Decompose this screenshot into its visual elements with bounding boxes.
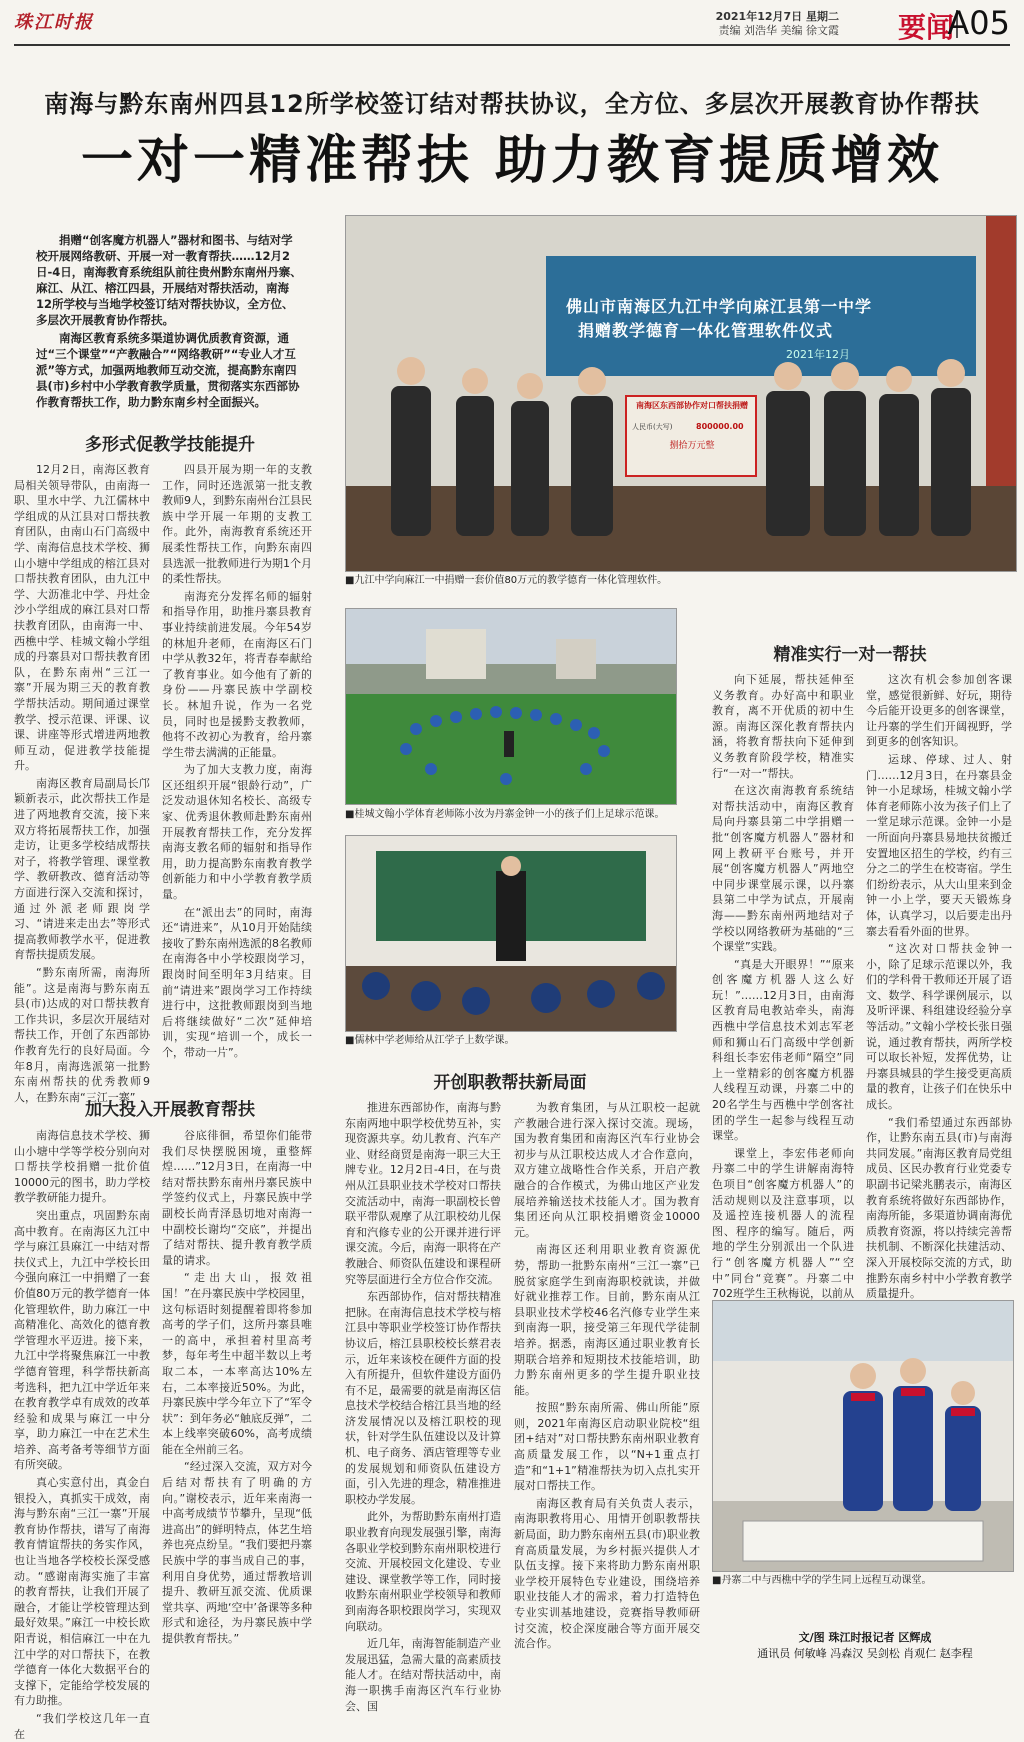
lead-p1: 捐赠“创客魔方机器人”器材和图书、与结对学校开展网络教研、开展一对一教育帮扶……12月2日-4日，南海教育系统组队前往贵州黔东南州丹寨、麻江、从江、榕江四县，开展结对帮扶活动，南海12所学校与当地学校签订结对帮扶协议，全方位、多层次开展教育协作帮扶。 <box>36 233 302 327</box>
paragraph: 谷底徘徊，希望你们能带我们尽快摆脱困境，重整辉煌……”12月3日，在南海一中结对帮扶黔东南州丹寨民族中学签约仪式上，丹寨民族中学副校长尚青泽恳切地对南海一中副校长谢均“交底”，并提出了结对帮扶、提升教育教学质量的请求。 <box>162 1129 312 1267</box>
ceremony-photo <box>345 215 1017 572</box>
paragraph: 12月2日，南海区教育局相关领导带队，由南海一职、里水中学、九江儒林中学组成的从江县对口帮扶教育团队，由南山石门高级中学、南海信息技术学校、狮山小塘中学组成的榕江县对口帮扶教育团队，由九江中学、大沥准北中学、丹灶金沙小学组成的麻江县对口帮扶教育团队，由南海一中、西樵中学、桂城文翰小学组成的丹寨县对口帮扶教育团队，在黔东南州“三江一寨”开展为期三天的教育教学帮扶活动。期间通过课堂教学、授示范课、评课、议课、讲座等形式增进两地教师互动，促进教学技能提升。 <box>14 463 150 773</box>
paragraph: 按照“黔东南所需、佛山所能”原则，2021年南海区启动职业院校“组团+结对”对口帮扶黔东南州职业教育高质量发展工作，以“N+1重点打造”和“1+1”精准帮扶为切入点扎实开展对口帮扶工作。 <box>514 1401 700 1493</box>
paragraph: 此外，为帮助黔东南州打造职业教育向现发展强引擎，南海各职业学校到黔东南州职校进行交流、开展校园文化建设、专业建设、课堂教学等工作，同时接收黔东南州职业学校领导和教师到南海各职校跟岗学习，实现双向联动。 <box>345 1510 501 1633</box>
lead-paragraph <box>36 232 304 410</box>
paragraph: 在“派出去”的同时，南海还“请进来”，从10月开始陆续接收了黔东南州选派的8名教师在南海各中小学校跟岗学习，跟岗时间至明年3月结束。目前“请进来”跟岗学习工作持续进行中，这批教师跟岗到当地后将继续做好“二次”延伸培训，实现“培训一个，成长一个，带动一片”。 <box>162 905 312 1059</box>
editors: 责编 刘浩华 美编 徐文霞 <box>718 24 839 37</box>
section1-title: 多形式促教学技能提升 <box>85 435 255 455</box>
paragraph: 真心实意付出，真金白银投入，真抓实干成效，南海与黔东南“三江一寨”开展教育协作帮扶，谱写了南海教育情谊帮扶的务实作风，也让当地各学校校长深受感动。“感谢南海实施了丰富的教育帮扶，让我们开展了融合，才能让学校管理达到最好效果。”麻江一中校长欧阳青说，相信麻江一中在九江中学的对口帮扶下，在教学德育一体化大数据平台的支撑下，定能给学校发展的有力助推。 <box>14 1476 150 1708</box>
paragraph: 课堂上，李宏伟老师向丹寨二中的学生讲解南海特色项目“创客魔方机器人”的活动规则以及注意事项，以及遥控连接机器人的流程图、程序的编写。随后，两地的学生分别派出一个队进行“创客魔方机器人”“空中”同台“竞赛”。丹寨二中702班学生王秋梅说，以前从 <box>712 1146 854 1301</box>
paragraph: “走出大山，报效祖国！”在丹寨民族中学校园里，这句标语时刻提醒着即将参加高考的学子们，这所丹寨县唯一的高中，承担着村里高考梦，每年考生中超半数以上考取二本，一本率高达10%左右，二本率接近50%。为此，丹寨民族中学今年立下了“军令状”：到年务必“触底反弹”，二本上线率突破60%，高考成绩能在全州前三名。 <box>162 1271 312 1456</box>
byline <box>720 1630 1010 1662</box>
section2-title: 加大投入开展教育帮扶 <box>85 1100 255 1120</box>
paragraph: 为了加大支教力度，南海区还组织开展“银龄行动”，广泛发动退休知名校长、高级专家、优秀退休教师赴黔东南州开展教育帮扶工作，充分发挥南海支教名师的辐射和指导作用，助力提高黔东南教育教学创新能力和中小学教育教学质量。 <box>162 763 312 902</box>
byline-reporter: 文/图 珠江时报记者 区辉成 <box>798 1631 932 1644</box>
classroom-photo <box>345 835 677 1032</box>
classroom-photo-illustration <box>346 836 676 1031</box>
banner-line2: 捐赠教学德育一体化管理软件仪式 <box>578 321 834 340</box>
byline-correspondents: 通讯员 何敏峰 冯森汉 吴剑松 肖观仁 赵李程 <box>757 1647 973 1660</box>
paragraph: “真是大开眼界！”“原来创客魔方机器人这么好玩！”……12月3日，由南海区教育局电教站牵头，南海西樵中学信息技术刘志军老师和狮山石门高级中学创新科组长李宏伟老师“隔空”同上一堂精彩的创客魔方机器人线程互动课，丹寨二中的20名学生与西樵中学创客社团的学生一起参与线程互动课堂。 <box>712 957 854 1143</box>
donation-board-amount: 800000.00 <box>696 422 744 431</box>
section1-col2 <box>162 462 312 1059</box>
paragraph: 南海信息技术学校、狮山小塘中学等学校分别向对口帮扶学校捐赠一批价值10000元的图书，助力学校教学教研能力提升。 <box>14 1129 150 1205</box>
section4-col2 <box>866 672 1012 1301</box>
subheadline: 南海与黔东南州四县12所学校签订结对帮扶协议，全方位、多层次开展教育协作帮扶 <box>44 90 980 118</box>
paragraph: 推进东西部协作，南海与黔东南两地中职学校优势互补，实现资源共享。幼儿教育、汽车产业、财经商贸是南海一职三大王牌专业。12月2日-4日，在与贵州从江县职业技术学校对口帮扶交流活动中，南海一职副校长曾联平带队观摩了从江职校幼儿保育和汽修专业的公开课并进行评课交流。今后，南海一职将在产教融合、师资队伍建设和课程研究等层面进行全方位合作交流。 <box>345 1101 501 1286</box>
section3-title: 开创职教帮扶新局面 <box>433 1073 587 1093</box>
photo1-caption: ■九江中学向麻江一中捐赠一套价值80万元的教学德育一体化管理软件。 <box>345 575 668 586</box>
banner-line1: 佛山市南海区九江中学向麻江县第一中学 <box>566 297 873 316</box>
section4-col1 <box>712 672 854 1301</box>
donation-board-amount-cn: 捌拾万元整 <box>669 441 715 451</box>
paragraph: 南海区还利用职业教育资源优势，帮助一批黔东南州“三江一寨”已脱贫家庭学生到南海职校就读，并做好就业推荐工作。目前，黔东南从江县职业技术学校46名汽修专业学生来到南海一职，接受第三年现代学徒制培养。据悉，南海区通过职业教育长期联合培养和短期技术技能培训，助力黔东南州更多的学生提升职业技能。 <box>514 1243 700 1397</box>
dateline <box>716 10 839 38</box>
robot-class-photo <box>712 1300 1014 1572</box>
football-photo <box>345 608 677 805</box>
ceremony-photo-illustration <box>346 216 1016 571</box>
photo4-caption: ■丹寨二中与西樵中学的学生同上远程互动课堂。 <box>712 1575 932 1586</box>
paragraph: “黔东南所需，南海所能”。这是南海与黔东南五县(市)达成的对口帮扶教育工作共识，多层次开展结对帮扶工作，开创了东西部协作教育先行的良好局面。今年8月，南海选派第一批黔东南州帮扶的优秀教师9人，在黔东南“三江一寨” <box>14 966 150 1104</box>
paragraph: 向下延展，帮扶延伸至义务教育。办好高中和职业教育，离不开优质的初中生源。南海区深化教育帮扶内涵，将教育帮扶向下延伸到义务教育阶段学校，精准实行“一对一”帮扶。 <box>712 673 854 780</box>
issue-date: 2021年12月7日 星期二 <box>715 10 839 23</box>
section2-col2 <box>162 1128 312 1676</box>
paragraph: “经过深入交流，双方对今后结对帮扶有了明确的方向。”谢校表示，近年来南海一中高考成绩节节攀升，呈现“低进高出”的鲜明特点，体艺生培养也亮点纷呈。“我们要把丹寨民族中学的事当成自己的事，利用自身优势，通过帮教培训提升、教研互派交流、优质课堂共享、两地‘空中’备课等多种形式和途径，为丹寨民族中学提供教育帮扶。” <box>162 1460 312 1645</box>
paragraph: 南海区教育局副局长邝颖新表示，此次帮扶工作是进了两地教育交流，接下来双方将拓展帮扶工作，加强走访，让更多学校结成帮扶对子，将教学管理、课堂教学、教研教改、德育活动等方面进行深入交流和探讨，通过外派老师跟岗学习、“请进来走出去”等形式提高教师教学水平，促进教育帮扶提质发展。 <box>14 776 150 962</box>
paragraph: 运球、停球、过人、射门……12月3日，在丹寨县金钟一小足球场，桂城文翰小学体育老师陈小汝为孩子们上了一堂足球示范课。金钟一小是一所面向丹寨县易地扶贫搬迁安置地区招生的学校，约有三分之二的学生在校寄宿。学生们纷纷表示，从大山里来到金钟一小上学，要天天锻炼身体，认真学习，以后要走出丹寨去看看外面的世界。 <box>866 752 1012 938</box>
photo3-caption: ■儒林中学老师给从江学子上数学课。 <box>345 1035 515 1046</box>
photo2-caption: ■桂城文翰小学体育老师陈小汝为丹寨金钟一小的孩子们上足球示范课。 <box>345 809 665 820</box>
paragraph: 四县开展为期一年的支教工作，同时还选派第一批支教教师9人，到黔东南州台江县民族中学开展一年期的支教工作。此外，南海教育系统还开展柔性帮扶工作，向黔东南四县选派一批教师进行为期1个月的柔性帮扶。 <box>162 463 312 586</box>
paragraph: “这次对口帮扶金钟一小，除了足球示范课以外，我们的学科骨干教师还开展了语文、数学、科学课例展示，以及听评课、科组建设经验分享等活动。”文翰小学校长张日强说，通过教育帮扶，两所学校可以取长补短，发挥优势，让丹寨县城县的学生接受更高质量的教育，让孩子们在快乐中成长。 <box>866 942 1012 1112</box>
paragraph: 在这次南海教育系统结对帮扶活动中，南海区教育局向丹寨县第二中学捐赠一批“创客魔方机器人”器材和网上教研平台账号，并开展“创客魔方机器人”两地空中同步课堂展示课，以丹寨县第二中学为试点，开展南海——黔东南州两地结对子学校以网络教研为基础的“三个课堂”实践。 <box>712 784 854 954</box>
paragraph: 南海区教育局有关负责人表示，南海职教将用心、用情开创职教帮扶新局面，助力黔东南州五县(市)职业教育高质量发展，为乡村振兴提供人才队伍支撑。接下来将助力黔东南州职业学校开展特色专业建设，围绕培养职业技能人才的需求，着力打造特色专业实训基地建设，竞赛指导教师研讨交流，校企深度融合等方面开展交流合作。 <box>514 1496 700 1651</box>
paragraph: 突出重点，巩固黔东南高中教育。在南海区九江中学与麻江县麻江一中结对帮扶仪式上，九江中学校长田今强向麻江一中捐赠了一套价值80万元的教学德育一体化管理软件，助力麻江一中高精准化、高效化的德育教学管理水平迈进。接下来，九江中学将聚焦麻江一中教学德育管理，科学帮扶新高考选科，把九江中学近年来在教育教学卓有成效的改革经验和成果与麻江一中分享，助力麻江一中在艺术生培养、高考备考等细节方面有所突破。 <box>14 1208 150 1472</box>
paragraph: 东西部协作，信对帮扶精准把脉。在南海信息技术学校与榕江县中等职业学校签订协作帮扶协议后，榕江县职校校长蔡君表示，近年来该校在硬件方面的投入有所提升，但软件建设方面仍有不足，最需要的就是南海区信息技术学校结合榕江县当地的经济发展情况以及榕江职校的现状，针对学生队伍建设以及计算机、电子商务、酒店管理等专业的发展规划和师资队伍建设方面，引入先进的理念，精准推进职校办学发展。 <box>345 1290 501 1506</box>
paragraph: 为教育集团，与从江职校一起就产教融合进行深入探讨交流。现场，国为教育集团和南海区汽车行业协会初步与从江职校达成人才合作意向，双方建立战略性合作关系，开启产教融合的合作模式，为佛山地区产业发展培养输送技术技能人才。国为教育集团还向从江职校捐赠资金10000元。 <box>514 1101 700 1239</box>
page-number: A05 <box>947 4 1010 42</box>
paragraph: 南海充分发挥名师的辐射和指导作用，助推丹寨县教育事业持续前进发展。今年54岁的林旭升老师，在南海区石门中学从教32年，将青春奉献给了教育事业。如今他有了新的身份——丹寨民族中学副校长。林旭升说，作为一名党员，同时也是援黔支教教师，他将不改初心为教育，给丹寨学生带去满满的正能量。 <box>162 589 312 759</box>
section3-col2 <box>514 1100 700 1675</box>
masthead-logo: 珠江时报 <box>14 12 94 33</box>
section4-title: 精准实行一对一帮扶 <box>773 645 927 665</box>
robot-class-photo-illustration <box>713 1301 1013 1571</box>
section3-col1 <box>345 1100 501 1713</box>
football-photo-illustration <box>346 609 676 804</box>
section2-col1 <box>14 1128 150 1741</box>
donation-board-label: 人民币(大写) <box>632 423 673 431</box>
section-name: 要闻 <box>897 11 954 44</box>
paragraph: “我们希望通过东西部协作，让黔东南五县(市)与南海共同发展。”南海区教育局党组成员、区民办教育行业党委专职副书记梁兆鹏表示，南海区教育系统将做好东西部协作，南海所能，多渠道协调南海优质教育资源，将以持续完善帮扶机制、不断深化扶建活动、深入开展校际交流的方式，助推黔东南乡村中小学教育教学质量提升。 <box>866 1115 1012 1301</box>
headline: 一对一精准帮扶 助力教育提质增效 <box>80 131 944 191</box>
paragraph: 这次有机会参加创客课堂，感觉很新鲜、好玩，期待今后能开设更多的创客课堂，让丹寨的学生们开阔视野，学到更多的创客知识。 <box>866 673 1012 749</box>
paragraph: “我们学校这几年一直在 <box>14 1711 150 1741</box>
header-rule <box>14 44 1010 46</box>
paragraph: 近几年，南海智能制造产业发展迅猛，急需大量的高素质技能人才。在结对帮扶活动中，南海一职携手南海区汽车行业协会、国 <box>345 1637 501 1713</box>
lead-p2: 南海区教育系统多渠道协调优质教育资源，通过“三个课堂”“产教融合”“网络教研”“专业人才互派”等方式，加强两地教师互动交流，提高黔东南四县(市)乡村中小学教育教学质量，贯彻落实东西部协作教育帮扶工作，助力黔东南乡村全面振兴。 <box>36 331 300 409</box>
section1-col1 <box>14 462 150 1104</box>
banner-date: 2021年12月 <box>786 348 850 361</box>
donation-board-title: 南海区东西部协作对口帮扶捐赠 <box>636 401 748 410</box>
